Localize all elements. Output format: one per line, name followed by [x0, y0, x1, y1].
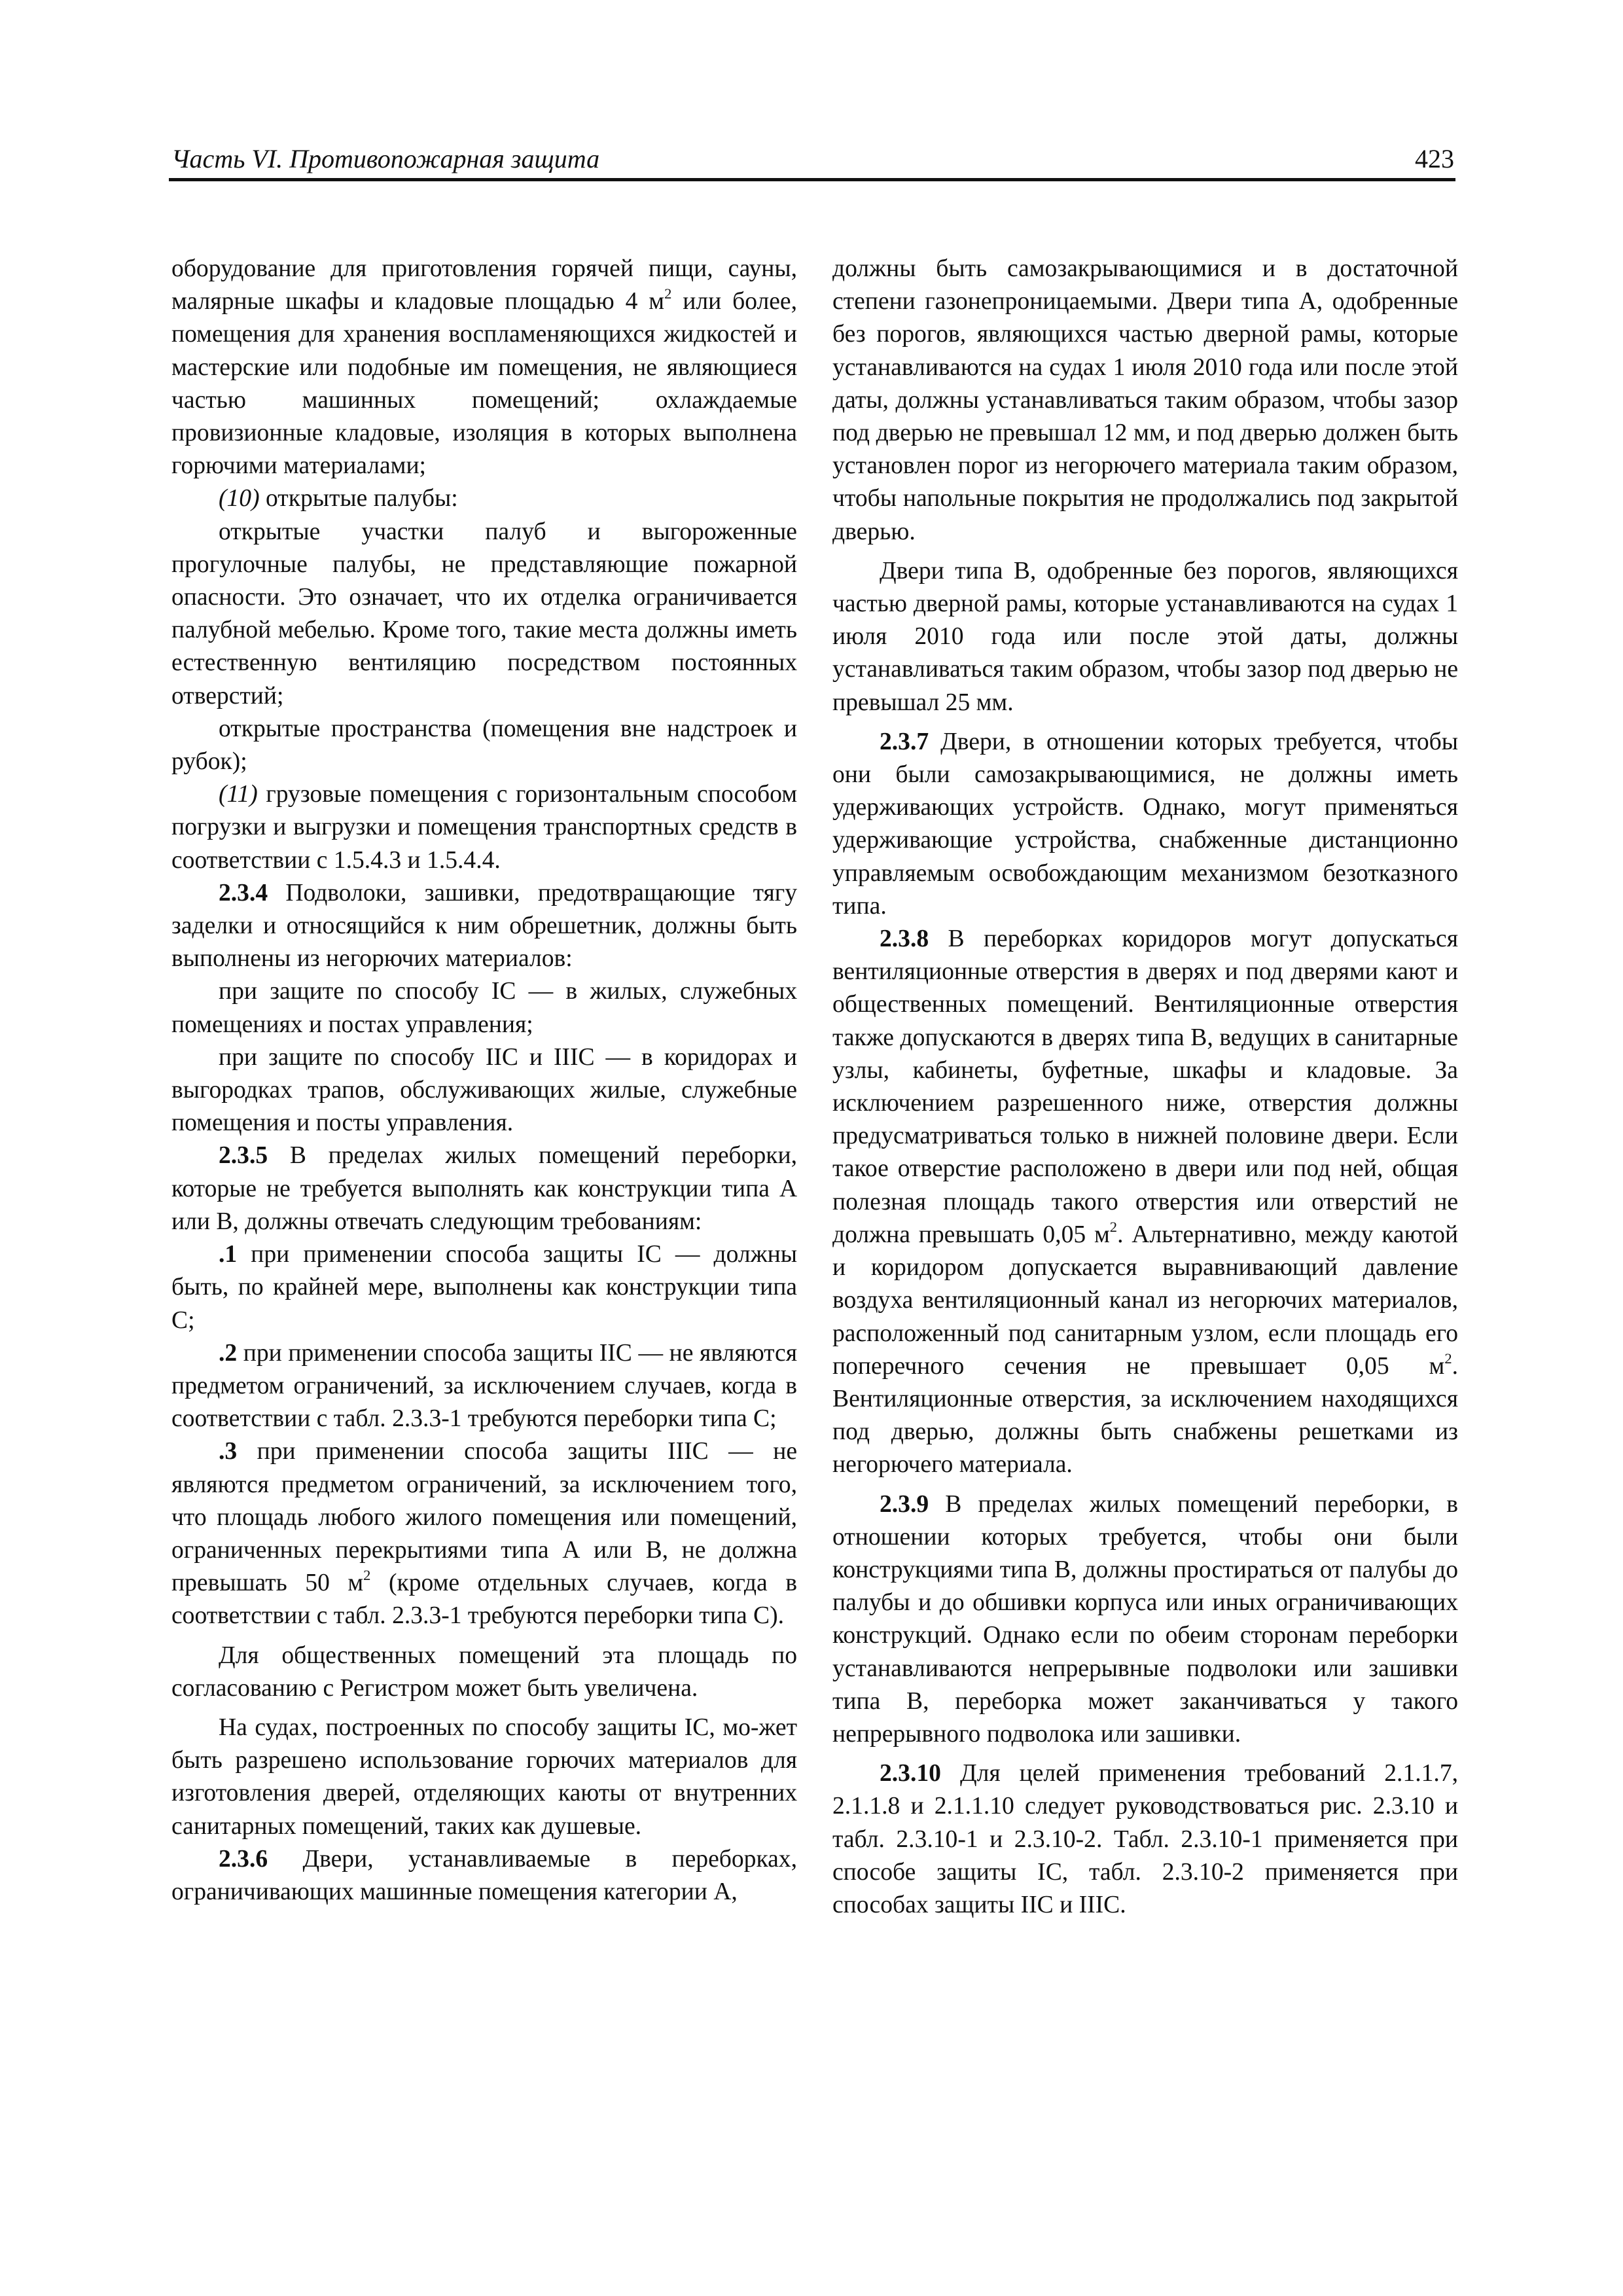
section-2-3-6: 2.3.6 Двери, устанавливаемые в переборках, ограничивающих машинные помещения категории А, — [171, 1845, 797, 1905]
list-item: .1 при применении способа защиты IC — должны быть, по крайней мере, выполнены как конструкции типа С; — [171, 1241, 797, 1334]
paragraph: при защите по способу IC — в жилых, служебных помещениях и постах управления; — [171, 978, 797, 1038]
paragraph: открытые участки палуб и выгороженные прогулочные палубы, не представляющие пожарной опасности. Это означает, что их отделка ограничивается палубной мебелью. Кроме того, такие места должны иметь естественную вентиляцию посредством постоянных отверстий; — [171, 518, 797, 709]
section-2-3-9: 2.3.9 В пределах жилых помещений переборки, в отношении которых требуется, чтобы они были конструкциями типа В, должны простираться от палубы до палубы и до обшивки корпуса или иных ограничивающих конструкций. Однако если по обеим сторонам переборки устанавливаются непрерывные подволоки или зашивки типа В, переборка может заканчиваться у такого непрерывного подволока или зашивки. — [832, 1490, 1458, 1748]
right-column — [832, 253, 1458, 1922]
paragraph: (10) открытые палубы: — [219, 485, 458, 512]
list-item: .2 при применении способа защиты IIC — не являются предметом ограничений, за исключением случаев, когда в соответствии с табл. 2.3.3-1 требуются переборки типа С; — [171, 1339, 797, 1433]
section-2-3-10: 2.3.10 Для целей применения требований 2.1.1.7, 2.1.1.8 и 2.1.1.10 следует руководствоваться рис. 2.3.10 и табл. 2.3.10-1 и 2.3.10-2. Табл. 2.3.10-1 применяется при способе защиты IC, табл. 2.3.10-2 применяется при способах защиты IIC и IIIC. — [832, 1760, 1458, 1918]
list-item: .3 при применении способа защиты IIIC — не являются предметом ограничений, за исключением того, что площадь любого жилого помещения или помещений, ограниченных перекрытиями типа А или В, не должна превышать 50 $м^2$ (кроме отдельных случаев, когда в соответствии с табл. 2.3.3-1 требуются переборки типа С). — [171, 1438, 797, 1630]
paragraph: открытые пространства (помещения вне надстроек и рубок); — [171, 715, 797, 776]
header-title: Часть VI. Противопожарная защита — [171, 144, 600, 173]
paragraph: при защите по способу IIC и IIIC — в коридорах и выгородках трапов, обслуживающих жилые, служебные помещения и посты управления. — [171, 1043, 797, 1137]
paragraph: Двери типа В, одобренные без порогов, являющихся частью дверной рамы, которые устанавливаются на судах 1 июля 2010 года или после этой даты, должны устанавливаться таким образом, чтобы зазор под дверью не превышал 25 мм. — [832, 557, 1458, 716]
paragraph: (11) грузовые помещения с горизонтальным способом погрузки и выгрузки и помещения транспортных средств в соответствии с 1.5.4.3 и 1.5.4.4. — [171, 781, 797, 874]
paragraph: На судах, построенных по способу защиты IC, мо-жет быть разрешено использование горючих материалов для изготовления дверей, отделяющих каюты от внутренних санитарных помещений, таких как душевые. — [171, 1713, 797, 1840]
paragraph: оборудование для приготовления горячей пищи, сауны, малярные шкафы и кладовые площадью 4 $м^2$ или более, помещения для хранения воспламеняющихся жидкостей и мастерские или подобные им помещения, не являющиеся частью машинных помещений; охлаждаемые провизионные кладовые, изоляция в которых выполнена горючими материалами; — [171, 255, 797, 480]
page-number: 423 — [1415, 144, 1454, 173]
section-2-3-8: 2.3.8 В переборках коридоров могут допускаться вентиляционные отверстия в дверях и под дверями кают и общественных помещений. Вентиляционные отверстия также допускаются в дверях типа В, ведущих в санитарные узлы, кабинеты, буфетные, шкафы и кладовые. За исключением разрешенного ниже, отверстия должны предусматриваться только в нижней половине двери. Если такое отверстие расположено в двери или под ней, общая полезная площадь такого отверстия или отверстий не должна превышать 0,05 $м^2$. Альтернативно, между каютой и коридором допускается выравнивающий давление воздуха вентиляционный канал из негорючих материалов, расположенный под санитарным узлом, если площадь его поперечного сечения не превышает 0,05 $м^2$. Вентиляционные отверстия, за исключением находящихся под дверью, должны быть снабжены решетками из негорючего материала. — [832, 925, 1458, 1479]
section-2-3-4: 2.3.4 Подволоки, зашивки, предотвращающие тягу заделки и относящийся к ним обрешетник, должны быть выполнены из негорючих материалов: — [171, 879, 797, 973]
running-header — [169, 140, 1455, 181]
section-2-3-5: 2.3.5 В пределах жилых помещений переборки, которые не требуется выполнять как конструкции типа А или В, должны отвечать следующим требованиям: — [171, 1142, 797, 1235]
paragraph: должны быть самозакрывающимися и в достаточной степени газонепроницаемыми. Двери типа А, одобренные без порогов, являющихся частью дверной рамы, которые устанавливаются на судах 1 июля 2010 года или после этой даты, должны устанавливаться таким образом, чтобы зазор под дверью не превышал 12 мм, и под дверью должен быть установлен порог из негорючего материала таким образом, чтобы напольные покрытия не продолжались под закрытой дверью. — [832, 255, 1458, 545]
left-column — [171, 253, 797, 1909]
section-2-3-7: 2.3.7 Двери, в отношении которых требуется, чтобы они были самозакрывающимися, не должны иметь удерживающих устройств. Однако, могут применяться удерживающие устройства, снабженные дистанционно управляемым освобождающим механизмом безотказного типа. — [832, 728, 1458, 920]
paragraph: Для общественных помещений эта площадь по согласованию с Регистром может быть увеличена. — [171, 1641, 797, 1702]
